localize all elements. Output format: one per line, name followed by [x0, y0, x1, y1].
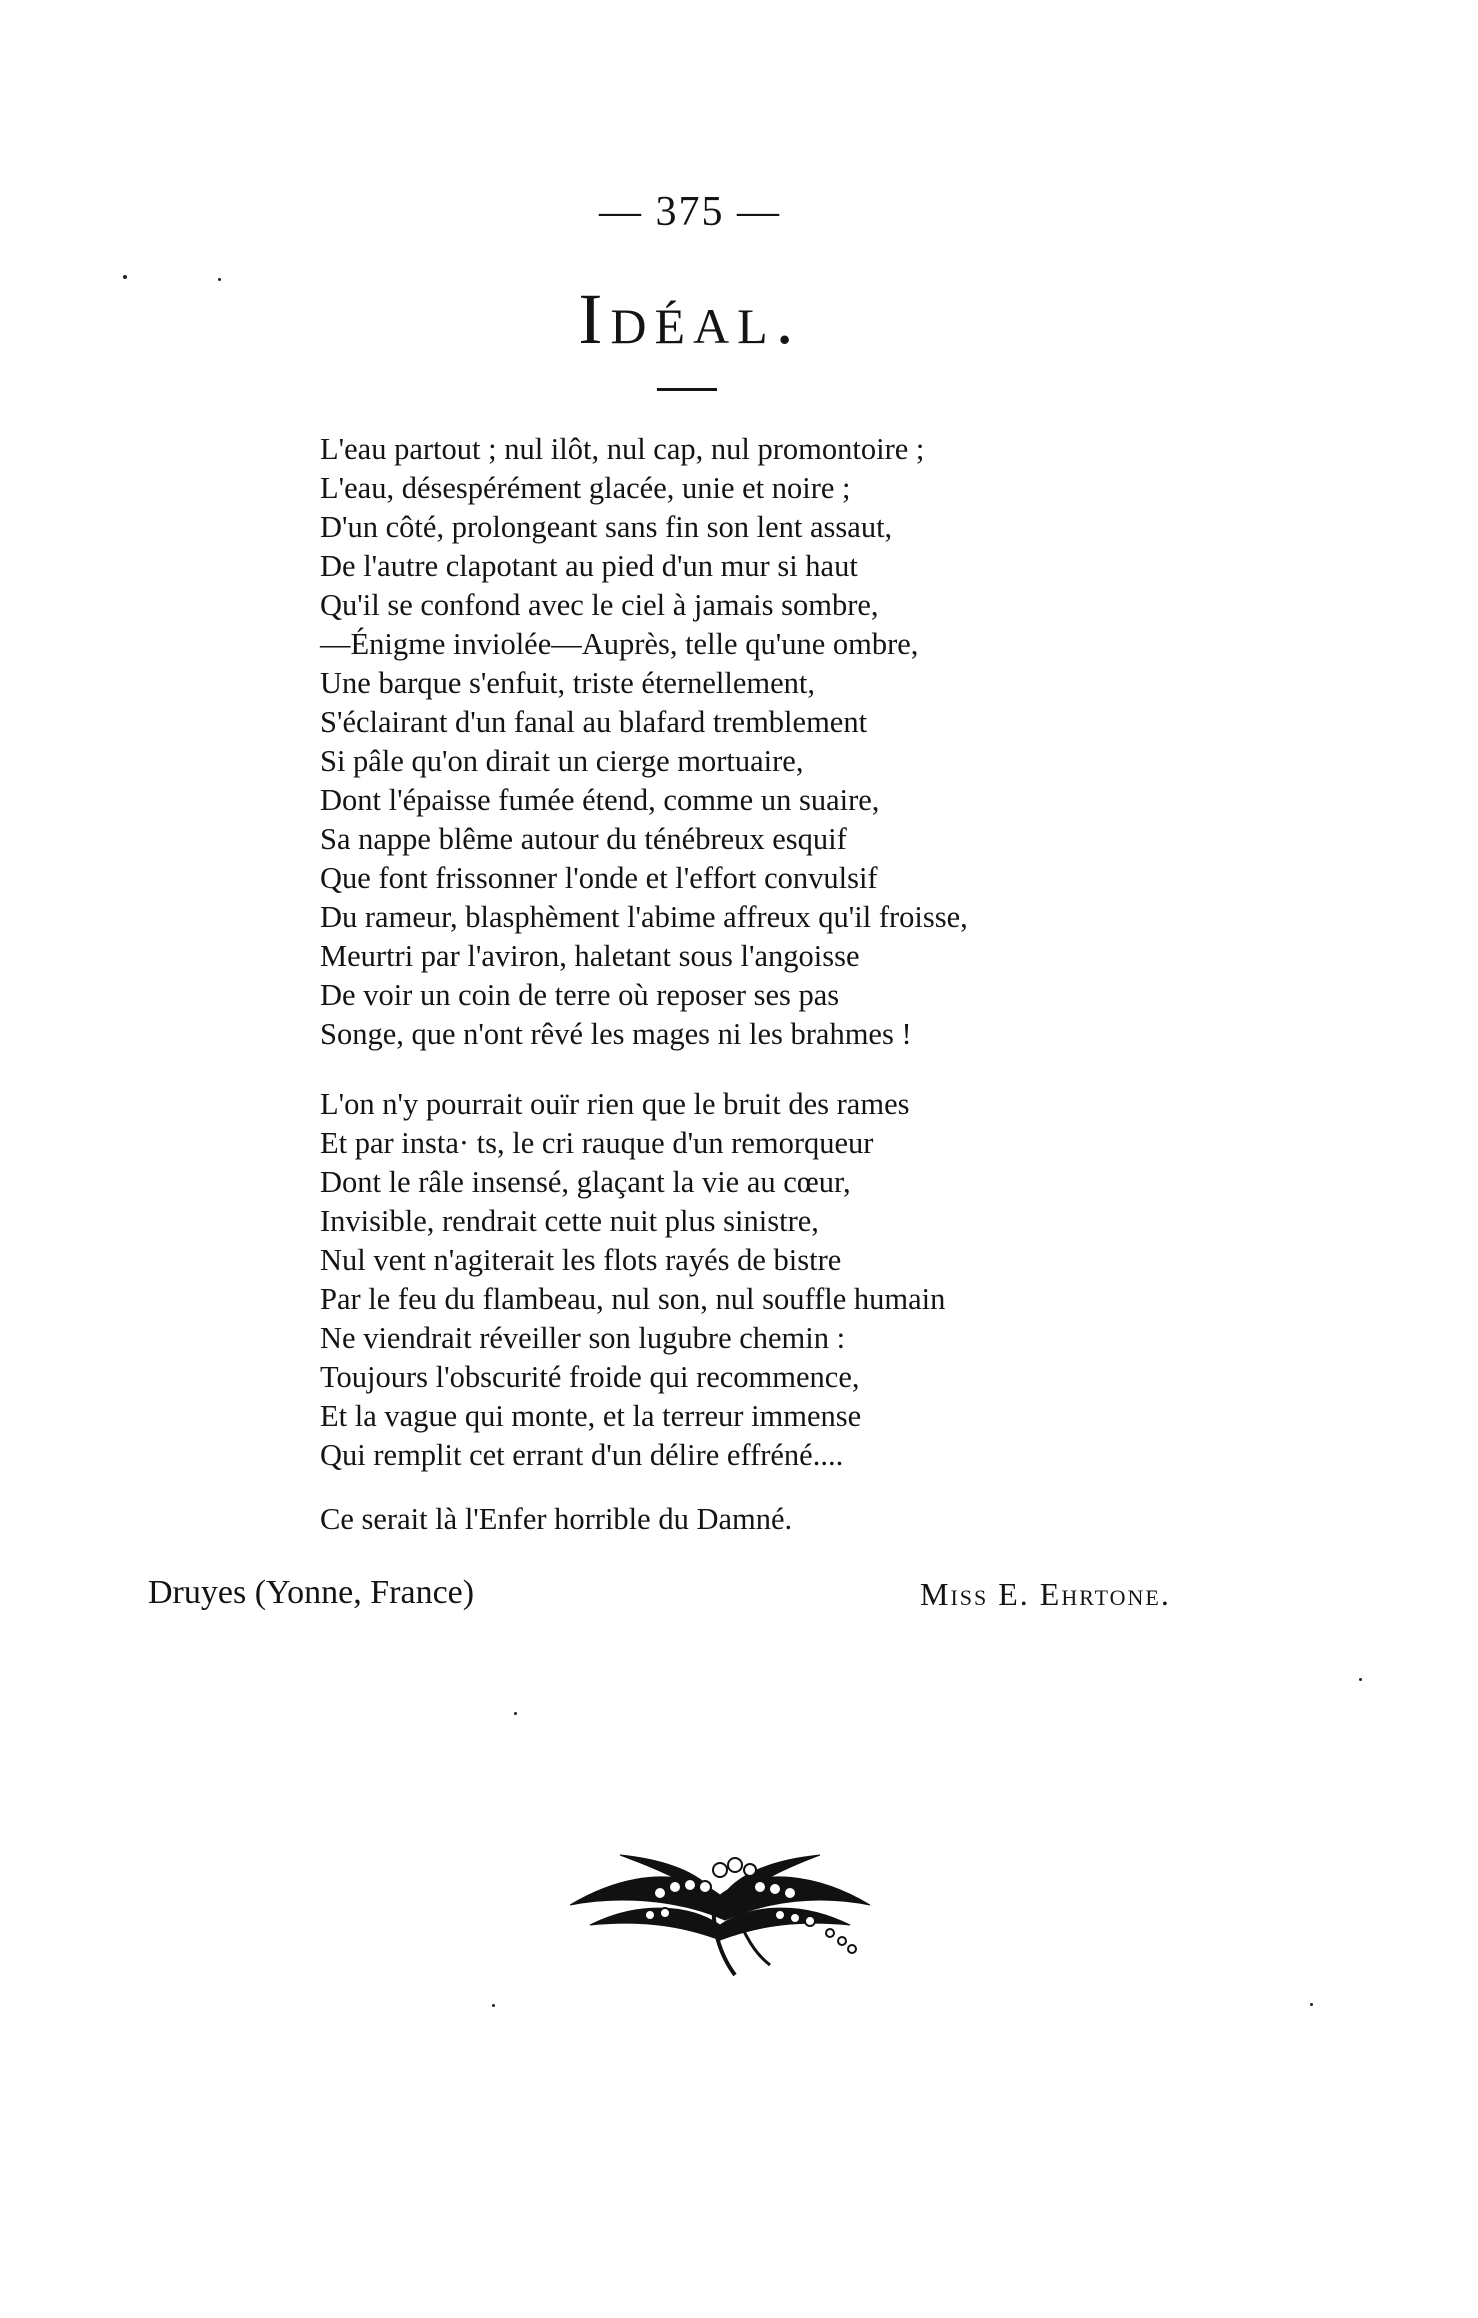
stanza-3	[320, 1500, 792, 1539]
scan-speck	[1359, 1678, 1362, 1681]
scan-speck	[514, 1712, 517, 1715]
poem-line: Ce serait là l'Enfer horrible du Damné.	[320, 1502, 793, 1536]
scan-speck	[492, 2004, 495, 2007]
place-signature: Druyes (Yonne, France)	[148, 1574, 475, 1611]
poem-line: L'eau, désespérément glacée, unie et noire ;	[320, 471, 851, 505]
poem-line: Nul vent n'agiterait les flots rayés de bistre	[320, 1243, 842, 1277]
poem-line: D'un côté, prolongeant sans fin son lent assaut,	[320, 510, 893, 544]
poem-line: Toujours l'obscurité froide qui recommence,	[320, 1360, 860, 1394]
poem-line: Invisible, rendrait cette nuit plus sinistre,	[320, 1204, 819, 1238]
poem-line: S'éclairant d'un fanal au blafard tremblement	[320, 705, 868, 739]
poem-line: Une barque s'enfuit, triste éternellement,	[320, 666, 815, 700]
floral-ornament-icon	[560, 1815, 880, 1985]
poem-line: Dont le râle insensé, glaçant la vie au cœur,	[320, 1165, 851, 1199]
poem-line: Qui remplit cet errant d'un délire effréné....	[320, 1438, 844, 1472]
poem-title: Idéal.	[578, 279, 802, 359]
poem-line: Ne viendrait réveiller son lugubre chemin :	[320, 1321, 846, 1355]
poem-line: Dont l'épaisse fumée étend, comme un suaire,	[320, 783, 880, 817]
stanza-2	[320, 1085, 945, 1475]
poem-line: Sa nappe blême autour du ténébreux esquif	[320, 822, 847, 856]
scan-speck	[123, 275, 127, 279]
poem-line: Que font frissonner l'onde et l'effort convulsif	[320, 861, 878, 895]
poem-line: L'eau partout ; nul ilôt, nul cap, nul promontoire ;	[320, 432, 925, 466]
scan-speck	[218, 278, 221, 281]
poem-line: Du rameur, blasphèment l'abime affreux qu'il froisse,	[320, 900, 968, 934]
poem-line: —Énigme inviolée—Auprès, telle qu'une ombre,	[320, 627, 919, 661]
page-number: — 375 —	[599, 189, 781, 235]
poem-line: L'on n'y pourrait ouïr rien que le bruit des rames	[320, 1087, 910, 1121]
poem-line: Meurtri par l'aviron, haletant sous l'angoisse	[320, 939, 860, 973]
poem-line: De l'autre clapotant au pied d'un mur si haut	[320, 549, 858, 583]
poem-line: Qu'il se confond avec le ciel à jamais sombre,	[320, 588, 879, 622]
scan-speck	[1310, 2003, 1313, 2006]
poem-line: Et la vague qui monte, et la terreur immense	[320, 1399, 862, 1433]
poem-line: De voir un coin de terre où reposer ses pas	[320, 978, 840, 1012]
stanza-1	[320, 430, 968, 1054]
poem-line: Si pâle qu'on dirait un cierge mortuaire,	[320, 744, 804, 778]
title-rule	[657, 388, 717, 391]
author-signature: Miss E. Ehrtone.	[920, 1576, 1171, 1612]
poem-line: Et par insta· ts, le cri rauque d'un remorqueur	[320, 1126, 874, 1160]
poem-line: Songe, que n'ont rêvé les mages ni les brahmes !	[320, 1017, 912, 1051]
poem-line: Par le feu du flambeau, nul son, nul souffle humain	[320, 1282, 946, 1316]
